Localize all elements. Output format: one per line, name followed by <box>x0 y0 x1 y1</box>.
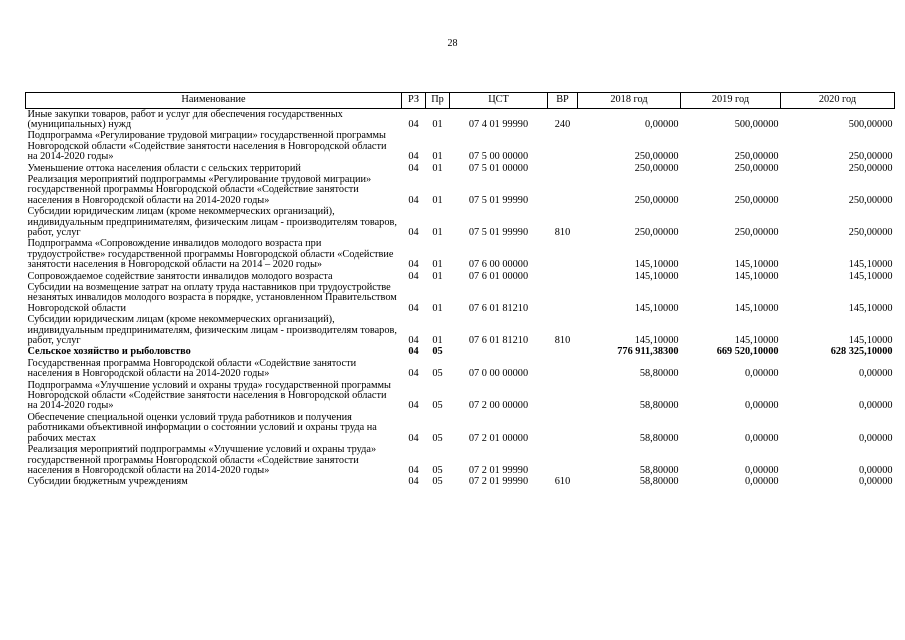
cell-pr: 05 <box>432 368 443 380</box>
cell-vr <box>548 271 578 282</box>
header-pr: Пр <box>426 93 450 109</box>
cell-vr <box>548 347 578 358</box>
cell-cst: 07 6 00 00000 <box>468 259 529 271</box>
table-row <box>26 347 895 358</box>
cell-rz: 04 <box>408 476 419 488</box>
cell-pr: 01 <box>432 335 443 347</box>
cell-2019: 0,00000 <box>745 400 779 412</box>
cell-2018: 250,00000 <box>634 162 679 174</box>
cell-2019: 0,00000 <box>745 368 779 380</box>
cell-name: Сельское хозяйство и рыболовство <box>27 346 191 358</box>
budget-table <box>25 92 895 488</box>
cell-pr: 05 <box>432 464 443 476</box>
cell-pr: 05 <box>432 400 443 412</box>
cell-2018: 145,10000 <box>634 302 679 314</box>
cell-cst: 07 2 00 00000 <box>468 400 529 412</box>
cell-vr: 240 <box>554 118 571 130</box>
table-body <box>26 109 895 489</box>
cell-2018: 145,10000 <box>634 259 679 271</box>
cell-2019: 250,00000 <box>734 226 779 238</box>
cell-2020: 145,10000 <box>848 270 893 282</box>
cell-pr: 01 <box>432 259 443 271</box>
cell-vr <box>548 358 578 380</box>
cell-2020: 0,00000 <box>859 464 893 476</box>
header-name: Наименование <box>26 93 402 109</box>
cell-rz: 04 <box>408 226 419 238</box>
cell-pr: 01 <box>432 270 443 282</box>
header-vr: ВР <box>548 93 578 109</box>
cell-cst: 07 0 00 00000 <box>468 368 529 380</box>
cell-2018: 776 911,38300 <box>617 346 679 358</box>
cell-vr <box>548 239 578 271</box>
cell-2019: 145,10000 <box>734 259 779 271</box>
cell-vr <box>548 163 578 174</box>
cell-cst: 07 2 01 99990 <box>468 464 529 476</box>
header-2019: 2019 год <box>681 93 781 109</box>
page-number: 28 <box>447 38 458 49</box>
table-row <box>26 271 895 282</box>
cell-pr: 05 <box>432 432 443 444</box>
cell-vr: 810 <box>554 335 571 347</box>
cell-pr: 01 <box>432 118 443 130</box>
cell-2018: 58,80000 <box>639 476 679 488</box>
cell-2018: 58,80000 <box>639 368 679 380</box>
cell-2018: 250,00000 <box>634 151 679 163</box>
cell-2020: 500,00000 <box>848 118 893 130</box>
cell-2019: 500,00000 <box>734 118 779 130</box>
header-rz: РЗ <box>402 93 426 109</box>
table-row <box>26 174 895 206</box>
cell-cst: 07 6 01 00000 <box>468 270 529 282</box>
cell-cst: 07 5 01 00000 <box>468 162 529 174</box>
cell-2019: 250,00000 <box>734 151 779 163</box>
cell-name: Подпрограмма «Сопровождение инвалидов молодого возраста при трудоустройстве» государственной программы Новгородской области «Содействие занятости населения в Новгородской области на 2014 – 2020 годы» <box>27 238 394 271</box>
cell-name: Сопровождаемое содействие занятости инвалидов молодого возраста <box>27 270 333 282</box>
table-row <box>26 131 895 163</box>
cell-cst: 07 5 00 00000 <box>468 151 529 163</box>
cell-pr: 05 <box>432 346 443 358</box>
cell-pr: 01 <box>432 226 443 238</box>
cell-name: Подпрограмма «Регулирование трудовой миграции» государственной программы Новгородской области «Содействие занятости населения в Новгородской области на 2014-2020 годы» <box>27 130 387 163</box>
cell-rz: 04 <box>408 335 419 347</box>
table-row <box>26 315 895 347</box>
cell-2020: 250,00000 <box>848 226 893 238</box>
cell-2020: 250,00000 <box>848 151 893 163</box>
cell-2020: 145,10000 <box>848 259 893 271</box>
table-row <box>26 163 895 174</box>
cell-name: Субсидии юридическим лицам (кроме некоммерческих организаций), индивидуальным предпринимателям, физическим лицам - производителям товаров, работ, услуг <box>27 314 397 347</box>
header-cst: ЦСТ <box>450 93 548 109</box>
header-2018: 2018 год <box>578 93 681 109</box>
cell-vr <box>548 380 578 412</box>
table-row <box>26 207 895 239</box>
cell-name: Обеспечение специальной оценки условий труда работников и получения работниками объективной информации о состоянии условий и охраны труда на рабочих местах <box>27 411 377 444</box>
cell-pr: 01 <box>432 151 443 163</box>
cell-name: Субсидии на возмещение затрат на оплату труда наставников при трудоустройстве незанятых инвалидов молодого возраста в порядке, установленном Правительством Новгородской области <box>27 282 397 314</box>
cell-2019: 0,00000 <box>745 464 779 476</box>
cell-2020: 0,00000 <box>859 476 893 488</box>
cell-name: Реализация мероприятий подпрограммы «Регулирование трудовой миграции» государственной программы Новгородской области «Содействие занятости населения в Новгородской области на 2014-2020 годы» <box>27 173 372 206</box>
cell-name: Иные закупки товаров, работ и услуг для обеспечения государственных (муниципальных) нужд <box>27 108 343 130</box>
cell-pr: 01 <box>432 194 443 206</box>
cell-vr: 810 <box>554 226 571 238</box>
cell-2020: 0,00000 <box>859 368 893 380</box>
cell-2018: 145,10000 <box>634 335 679 347</box>
cell-2020: 0,00000 <box>859 432 893 444</box>
cell-2019: 145,10000 <box>734 335 779 347</box>
cell-name: Государственная программа Новгородской области «Содействие занятости населения в Новгородской области на 2014-2020 годы» <box>27 357 357 380</box>
cell-name: Субсидии юридическим лицам (кроме некоммерческих организаций), индивидуальным предпринимателям, физическим лицам - производителям товаров, работ, услуг <box>27 206 397 238</box>
cell-cst: 07 2 01 00000 <box>468 432 529 444</box>
cell-pr: 01 <box>432 162 443 174</box>
cell-2019: 0,00000 <box>745 476 779 488</box>
cell-2018: 145,10000 <box>634 270 679 282</box>
cell-vr <box>548 445 578 477</box>
table-row <box>26 109 895 131</box>
cell-2019: 0,00000 <box>745 432 779 444</box>
cell-cst: 07 2 01 99990 <box>468 476 529 488</box>
cell-2019: 250,00000 <box>734 162 779 174</box>
cell-vr: 610 <box>554 476 571 488</box>
cell-2018: 250,00000 <box>634 226 679 238</box>
cell-name: Субсидии бюджетным учреждениям <box>27 476 188 488</box>
table-row <box>26 239 895 271</box>
cell-cst <box>450 347 548 358</box>
table-row <box>26 358 895 380</box>
cell-2020: 145,10000 <box>848 335 893 347</box>
cell-cst: 07 4 01 99990 <box>468 118 529 130</box>
cell-rz: 04 <box>408 302 419 314</box>
cell-2020: 0,00000 <box>859 400 893 412</box>
cell-rz: 04 <box>408 346 419 358</box>
cell-cst: 07 5 01 99990 <box>468 226 529 238</box>
cell-rz: 04 <box>408 151 419 163</box>
cell-rz: 04 <box>408 259 419 271</box>
table-row <box>26 283 895 315</box>
cell-cst: 07 6 01 81210 <box>468 335 529 347</box>
cell-vr <box>548 283 578 315</box>
cell-2020: 250,00000 <box>848 194 893 206</box>
cell-rz: 04 <box>408 368 419 380</box>
cell-pr: 05 <box>432 476 443 488</box>
cell-rz: 04 <box>408 194 419 206</box>
cell-2020: 250,00000 <box>848 162 893 174</box>
cell-2018: 58,80000 <box>639 432 679 444</box>
cell-rz: 04 <box>408 162 419 174</box>
header-2020: 2020 год <box>781 93 895 109</box>
table-row <box>26 477 895 488</box>
cell-vr <box>548 174 578 206</box>
cell-vr <box>548 412 578 444</box>
cell-2018: 58,80000 <box>639 464 679 476</box>
cell-2020: 145,10000 <box>848 302 893 314</box>
cell-2018: 250,00000 <box>634 194 679 206</box>
cell-name: Уменьшение оттока населения области с сельских территорий <box>27 162 301 174</box>
cell-2019: 145,10000 <box>734 302 779 314</box>
cell-name: Реализация мероприятий подпрограммы «Улучшение условий и охраны труда» государственной программы Новгородской области «Содействие занятости населения в Новгородской области на 2014-2020 годы» <box>27 444 377 476</box>
cell-pr: 01 <box>432 302 443 314</box>
cell-2020: 628 325,10000 <box>830 346 893 358</box>
cell-2018: 58,80000 <box>639 400 679 412</box>
table-row <box>26 412 895 444</box>
cell-name: Подпрограмма «Улучшение условий и охраны труда» государственной программы Новгородской области «Содействие занятости населения в Новгородской области на 2014-2020 годы» <box>27 379 391 412</box>
cell-2019: 669 520,10000 <box>716 346 779 358</box>
cell-vr <box>548 131 578 163</box>
cell-2018: 0,00000 <box>645 118 679 130</box>
table-row <box>26 445 895 477</box>
cell-rz: 04 <box>408 400 419 412</box>
cell-2019: 250,00000 <box>734 194 779 206</box>
cell-rz: 04 <box>408 432 419 444</box>
cell-rz: 04 <box>408 118 419 130</box>
cell-cst: 07 6 01 81210 <box>468 302 529 314</box>
table-row <box>26 380 895 412</box>
cell-cst: 07 5 01 99990 <box>468 194 529 206</box>
cell-rz: 04 <box>408 464 419 476</box>
table-header-row <box>26 93 895 109</box>
cell-rz: 04 <box>408 270 419 282</box>
cell-2019: 145,10000 <box>734 270 779 282</box>
